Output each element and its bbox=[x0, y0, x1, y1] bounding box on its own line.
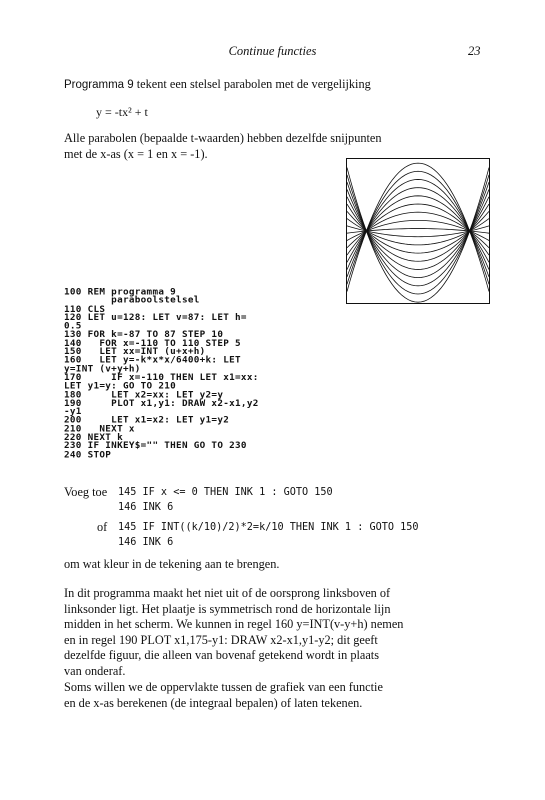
code-addition-line: 145 IF INT((k/10)/2)*2=k/10 THEN INK 1 : GOTO 150 bbox=[118, 522, 419, 533]
text-line: Alle parabolen (bepaalde t-waarden) hebben dezelfde snijpunten bbox=[64, 131, 382, 145]
code-line: y=INT (v+y+h) bbox=[64, 364, 141, 375]
text-line: en de x-as berekenen (de integraal bepalen) of laten tekenen. bbox=[64, 695, 363, 710]
page-number: 23 bbox=[468, 44, 481, 58]
code-line: 140 FOR x=-110 TO 110 STEP 5 bbox=[64, 338, 241, 349]
program-name: Programma 9 bbox=[64, 79, 134, 91]
code-line: 210 NEXT x bbox=[64, 423, 135, 435]
intro-line bbox=[64, 77, 371, 92]
parabola-figure bbox=[346, 158, 490, 304]
additions-label-2: of bbox=[97, 520, 108, 534]
code-listing bbox=[64, 288, 259, 459]
paragraph-2 bbox=[64, 586, 494, 679]
parabola-curve bbox=[347, 204, 489, 255]
text-line: met de x-as (x = 1 en x = -1). bbox=[64, 146, 208, 161]
code-line: 0.5 bbox=[64, 321, 82, 332]
code-line: 150 LET xx=INT (u+x+h) bbox=[64, 346, 206, 358]
code-line: LET y1=y: GO TO 210 bbox=[64, 381, 177, 392]
text-line: en in regel 190 PLOT x1,175-y1: DRAW x2-x1,y1-y2; dit geeft bbox=[64, 632, 378, 647]
parabola-curve bbox=[347, 220, 489, 240]
code-line: 170 IF x=-110 THEN LET x1=xx: bbox=[64, 372, 259, 383]
code-addition-line: 146 INK 6 bbox=[118, 537, 174, 548]
parabola-curve bbox=[347, 196, 489, 263]
code-line: 180 LET x2=xx: LET y2=y bbox=[64, 389, 224, 400]
text-line: Soms willen we de oppervlakte tussen de grafiek van een functie bbox=[64, 680, 383, 694]
text-line: linksonder ligt. Het plaatje is symmetrisch rond de horizontale lijn bbox=[64, 601, 391, 616]
code-line: 130 FOR k=-87 TO 87 STEP 10 bbox=[64, 329, 224, 340]
code-line: 160 LET y=-k*x*x/6400+k: LET bbox=[64, 355, 241, 366]
code-line: 110 CLS bbox=[64, 304, 106, 315]
code-line: 120 LET u=128: LET v=87: LET h= bbox=[64, 312, 247, 323]
paragraph-3 bbox=[64, 680, 494, 711]
text-line: midden in het scherm. We kunnen in regel 160 y=INT(v-y+h) nemen bbox=[64, 617, 404, 631]
parabola-curve bbox=[347, 212, 489, 248]
page-header-title: Continue functies bbox=[228, 44, 317, 58]
code-line: paraboolstelsel bbox=[64, 295, 200, 306]
code-line: 100 REM programma 9 bbox=[64, 287, 177, 298]
text-line: dezelfde figuur, die alleen van bovenaf getekend wordt in plaats bbox=[64, 648, 379, 662]
code-line: 220 NEXT k bbox=[64, 432, 123, 443]
code-addition-line: 145 IF x <= 0 THEN INK 1 : GOTO 150 bbox=[118, 487, 333, 498]
additions-label-1: Voeg toe bbox=[64, 485, 108, 499]
code-line: -y1 bbox=[64, 406, 82, 417]
intro-text: tekent een stelsel parabolen met de vergelijking bbox=[133, 77, 371, 91]
additions-after-text: om wat kleur in de tekening aan te brengen. bbox=[64, 557, 280, 571]
formula: y = -tx² + t bbox=[96, 105, 148, 119]
code-line: 190 PLOT x1,y1: DRAW x2-x1,y2 bbox=[64, 398, 259, 409]
text-line: van onderaf. bbox=[64, 663, 126, 678]
code-line: 200 LET x1=x2: LET y1=y2 bbox=[64, 415, 230, 426]
code-line: 240 STOP bbox=[64, 449, 112, 460]
text-line: In dit programma maakt het niet uit of de oorsprong linksboven of bbox=[64, 586, 391, 600]
code-addition-line: 146 INK 6 bbox=[118, 502, 174, 513]
code-line: 230 IF INKEY$="" THEN GO TO 230 bbox=[64, 441, 247, 452]
